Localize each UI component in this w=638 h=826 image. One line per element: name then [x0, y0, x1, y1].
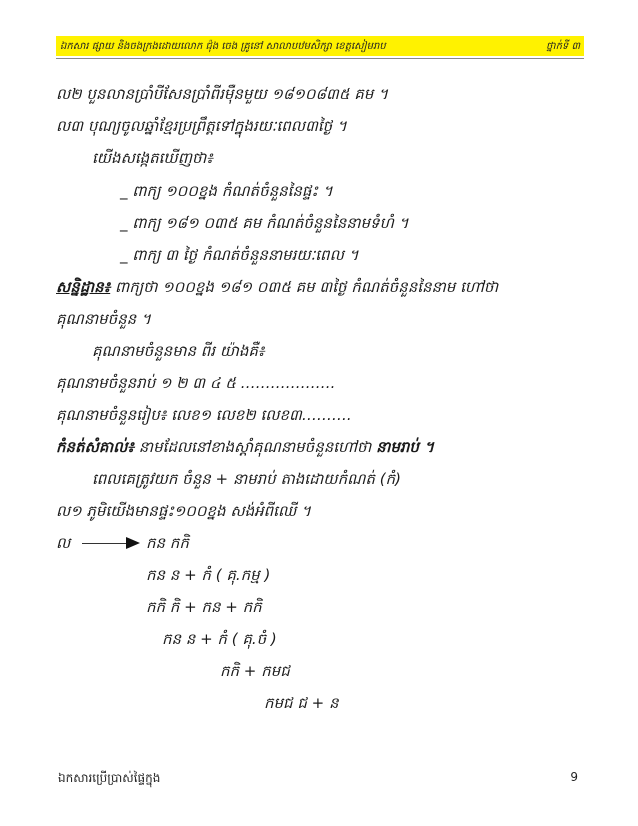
- text-line-9: គុណនាមចំនួនមាន ពីរ យ៉ាងគឺ៖: [92, 342, 265, 360]
- text-line-15-label: ល: [56, 534, 71, 552]
- text-line-5: _ ពាក្យ ១៨១ ០៣៥ គម កំណត់ចំនួននៃនាមទំហំ ។: [120, 214, 409, 232]
- text-line-17: កកិ កិ + កន + កកិ: [146, 598, 262, 616]
- text-line-18: កន ន + កំ ( គុ.ចំ ): [162, 630, 277, 648]
- text-line-16: កន ន + កំ ( គុ.កម្ម ): [146, 566, 271, 584]
- text-line-11: គុណនាមចំនួនរៀប៖ លេខ១ លេខ២ លេខ៣……….: [56, 406, 352, 424]
- text-line-3: យើងសង្កេតឃើញថា៖: [92, 149, 213, 167]
- page-footer: [58, 770, 578, 788]
- arrow-shaft: [82, 543, 128, 544]
- conclusion-line: [56, 277, 498, 297]
- header-left-text: ឯកសារ ផ្សាយ និងចងក្រងដោយលោក ជ៉ុង ចេង គ្រូនៅ សាលាបឋមសិក្សា ខេត្តសៀមរាប: [60, 40, 386, 52]
- note-label: កំនត់សំគាល់៖: [56, 438, 135, 456]
- text-line-15-right: កន កកិ: [146, 534, 189, 552]
- conclusion-label: សន្និដ្ឋាន៖: [56, 278, 111, 296]
- arrow-head-icon: [126, 537, 140, 549]
- text-line-10: គុណនាមចំនួនរាប់ ១ ២ ៣ ៤ ៥ ……………….: [56, 374, 336, 392]
- text-line-4: _ ពាក្យ ១០០ខ្នង កំណត់ចំនួននៃផ្ទះ ។: [120, 182, 333, 200]
- text-line-19: កកិ + កមជ: [220, 662, 290, 680]
- note-line: [56, 437, 434, 457]
- text-line-2: ល៣ បុណ្យចូលឆ្នាំខ្មែរប្រព្រឹត្តទៅក្នុងរយៈពេល៣ថ្ងៃ ។: [56, 117, 347, 135]
- page-number: 9: [570, 770, 578, 784]
- footer-left-text: ឯកសារប្រើប្រាស់ផ្ទៃក្នុង: [58, 771, 161, 785]
- note-text: នាមដែលនៅខាងស្តាំគុណនាមចំនួនហៅថា: [134, 438, 377, 456]
- text-line-14: ល១ ភូមិយើងមានផ្ទះ១០០ខ្នង សង់អំពីឈើ ។: [56, 502, 311, 520]
- text-line-8: គុណនាមចំនួន ។: [56, 310, 151, 328]
- text-line-6: _ ពាក្យ ៣ ថ្ងៃ កំណត់ចំនួននាមរយៈពេល ។: [120, 246, 359, 264]
- conclusion-text: ពាក្យថា ១០០ខ្នង ១៨១ ០៣៥ គម ៣ថ្ងៃ កំណត់ចំនួននៃនាម ហៅថា: [110, 278, 499, 296]
- text-line-20: កមជ ជ + ន: [264, 694, 339, 712]
- page-header: [56, 36, 584, 56]
- note-bold-term: នាមរាប់ ។: [376, 438, 435, 456]
- text-line-13: ពេលគេត្រូវយក ចំនួន + នាមរាប់ តាងដោយកំណត់ (កំ): [92, 470, 401, 488]
- header-right-text: ថ្នាក់ទី ៣: [546, 40, 580, 52]
- header-divider: [56, 58, 584, 59]
- text-line-1: ល២ បួនលានប្រាំបីសែនប្រាំពីរម៉ឺនមួយ ១៨១០៨៣៥ គម ។: [56, 85, 388, 103]
